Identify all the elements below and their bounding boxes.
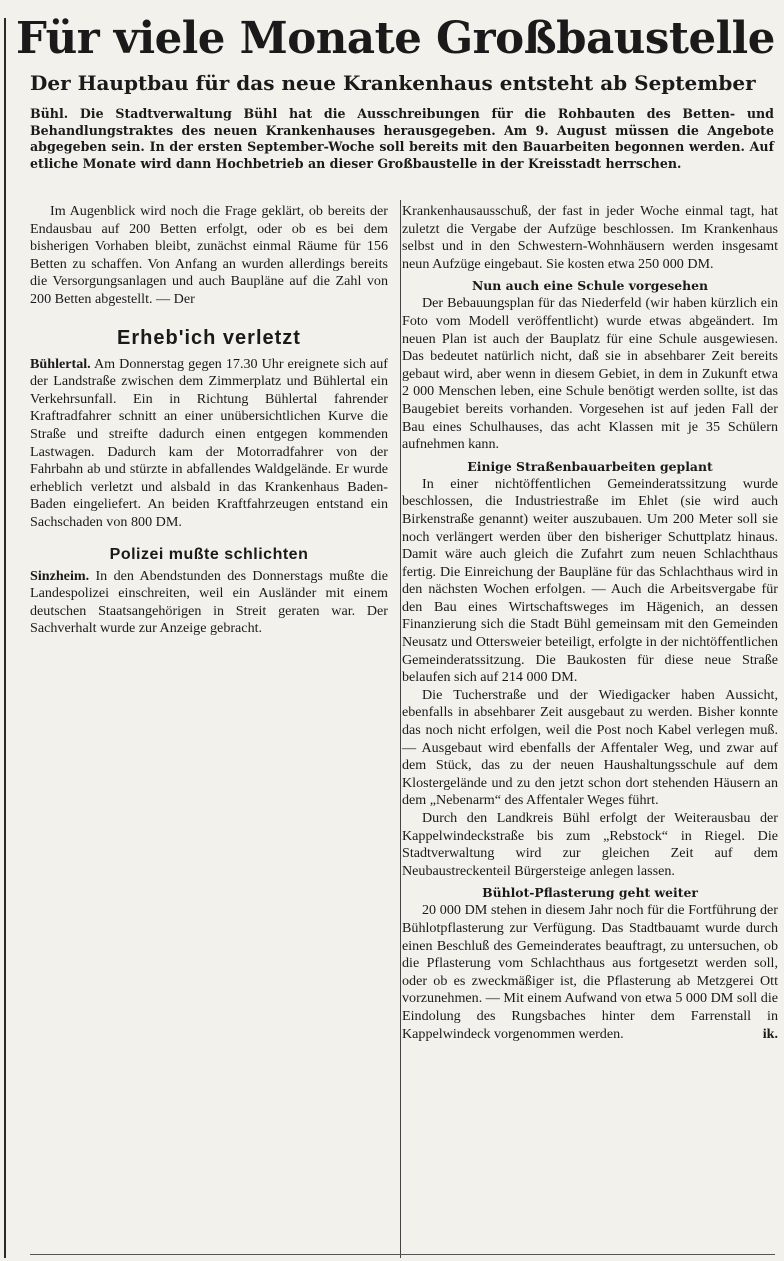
- subheadline: Der Hauptbau für das neue Krankenhaus entsteht ab September: [30, 71, 756, 95]
- brief2-heading: Polizei mußte schlichten: [109, 545, 309, 563]
- brief2-dateline: Sinzheim.: [30, 567, 90, 584]
- brief1-heading: Erheb'ich verletzt: [117, 326, 301, 349]
- headline: Für viele Monate Großbaustelle: [16, 13, 775, 64]
- column-divider: [400, 200, 401, 1258]
- section-paragraph: In einer nichtöffentlichen Gemeinderatssitzung wurde beschlossen, die Industriestraße im Ehlet (sie wird auch Birkenstraße genannt) weiter auszubauen. Um 200 Meter soll sie noch verlängert werden über den bisheriger Schuttplatz hinaus. Damit wäre auch gleich die Zufahrt zum neuen Schlachthaus fertig. Die Einreichung der Baupläne für das Schlachthaus wird in den nächsten Wochen erfolgen. — Auch die Arbeitsvergabe für den Bau eines Wirtschaftsweges im Hägenich, an dessen Finanzierung sich die Stadt Bühl gemeinsam mit den Gemeinden Neusatz und Ottersweier beteiligt, erfolgte in der nichtöffentlichen Gemeinderatssitzung. Die Baukosten für diese neue Straße belaufen sich auf 214 000 DM.: [402, 475, 778, 686]
- left-margin-rule: [4, 18, 6, 1258]
- lead-paragraph: Bühl. Die Stadtverwaltung Bühl hat die Ausschreibungen für die Rohbauten des Betten- und Behandlungstraktes des neuen Krankenhauses herausgegeben. Am 9. August müssen die Angebote abgegeben sein. In der ersten September-Woche soll bereits mit den Bauarbeiten begonnen werden. Auf etliche Monate wird dann Hochbetrieb an dieser Großbaustelle in der Kreisstadt herrschen.: [30, 106, 774, 171]
- author-signature: ik.: [762, 1025, 778, 1042]
- section-paragraph: Die Tucherstraße und der Wiedigacker haben Aussicht, ebenfalls in absehbarer Zeit ausgebaut zu werden. Bisher konnte das noch nicht erfolgen, weil die Post noch Kabel verlegen muß. — Ausgebaut wird ebenfalls der Affentaler Weg, und zwar auf dem Stück, das zu der neuen Haushaltungsschule auf dem Klostergelände und zu den jetzt schon dort stehenden Häusern an dem „Nebenarm“ des Affentaler Weges führt.: [402, 686, 778, 809]
- section-paragraph-text: 20 000 DM stehen in diesem Jahr noch für die Fortführung der Bühlotpflasterung zur Verfügung. Das Stadtbauamt wurde durch einen Beschluß des Gemeinderates beauftragt, zu untersuchen, ob die Pflasterung vom Schlachthaus aus fortgesetzt werden soll, oder ob es zweckmäßiger ist, die Pflasterung ab Metzgerei Ott vorzunehmen. — Mit einem Aufwand von etwa 5 000 DM soll die Eindolung des Rungsbaches hinter dem Farrenstall in Kappelwindeck vorgenommen werden.: [402, 902, 778, 1042]
- left-column: [30, 203, 388, 638]
- section-heading-school: Nun auch eine Schule vorgesehen: [471, 278, 709, 294]
- brief1-text: Am Donnerstag gegen 17.30 Uhr ereignete sich auf der Landstraße zwischen dem Zimmerplatz und Bühlertal ein Verkehrsunfall. Ein in Richtung Bühlertal fahrender Kraftradfahrer schnitt an einer unübersichtlichen Kurve die Straße und streifte dadurch einen entgegen kommenden Lastwagen. Dadurch kam der Motorradfahrer von der Fahrbahn ab und stürzte in abfallendes Waldgelände. Er wurde erheblich verletzt und alsbald in das Krankenhaus Baden-Baden eingeliefert. An beiden Kraftfahrzeugen entstand ein Sachschaden von 800 DM.: [30, 355, 388, 530]
- brief1-paragraph: [30, 356, 388, 532]
- right-column: [402, 203, 778, 1043]
- brief1-dateline: Bühlertal.: [30, 355, 91, 372]
- section-heading-roads: Einige Straßenbauarbeiten geplant: [467, 458, 713, 474]
- section-heading-paving: Bühlot-Pflasterung geht weiter: [482, 885, 698, 901]
- article-body-right: Krankenhausausschuß, der fast in jeder Woche einmal tagt, hat zuletzt die Vergabe der Aufzüge beschlossen. Im Krankenhaus selbst und in den Schwestern-Wohnhäusern werden insgesamt neun Aufzüge eingebaut. Sie kosten etwa 250 000 DM.: [402, 203, 778, 272]
- brief2-text: In den Abendstunden des Donnerstags mußte die Landespolizei einschreiten, weil ein Ausländer mit einem deutschen Staatsangehörigen in Streit geraten war. Der Sachverhalt wurde zur Anzeige gebracht.: [30, 567, 388, 637]
- section-paragraph: [402, 902, 778, 1043]
- section-paragraph: Durch den Landkreis Bühl erfolgt der Weiterausbau der Kappelwindeckstraße bis zum „Rebstock“ in Riegel. Die Stadtverwaltung wird zur gleichen Zeit auf dem Neubaustreckenteil Bürgersteige anlegen lassen.: [402, 810, 778, 879]
- article-body-left: Im Augenblick wird noch die Frage geklärt, ob bereits der Endausbau auf 200 Betten erfolgt, oder ob es bei dem bisherigen Vorhaben bleibt, zunächst einmal Räume für 156 Betten zu schaffen. Von Anfang an wurden allerdings bereits die Versorgungsanlagen und auch Baupläne auf die Zahl von 200 Betten abgestellt. — Der: [30, 203, 388, 307]
- bottom-rule: [30, 1254, 775, 1255]
- brief2-paragraph: [30, 568, 388, 638]
- section-paragraph: Der Bebauungsplan für das Niederfeld (wir haben kürzlich ein Foto vom Modell veröffentlicht) wurde etwas abgeändert. Im neuen Plan ist auch der Bauplatz für eine Schule ausgewiesen. Das bedeutet natürlich nicht, daß sie in absehbarer Zeit bereits gebaut wird, aber wenn in diesem Gebiet, in dem in Zukunft etwa 2 000 Menschen leben, eine Schule benötigt werden sollte, ist das Baugebiet bereits vorhanden. Vorgesehen ist auf jeden Fall der Bau eines Schulhauses, das acht Klassen mit je 35 Schülern aufnehmen kann.: [402, 295, 778, 453]
